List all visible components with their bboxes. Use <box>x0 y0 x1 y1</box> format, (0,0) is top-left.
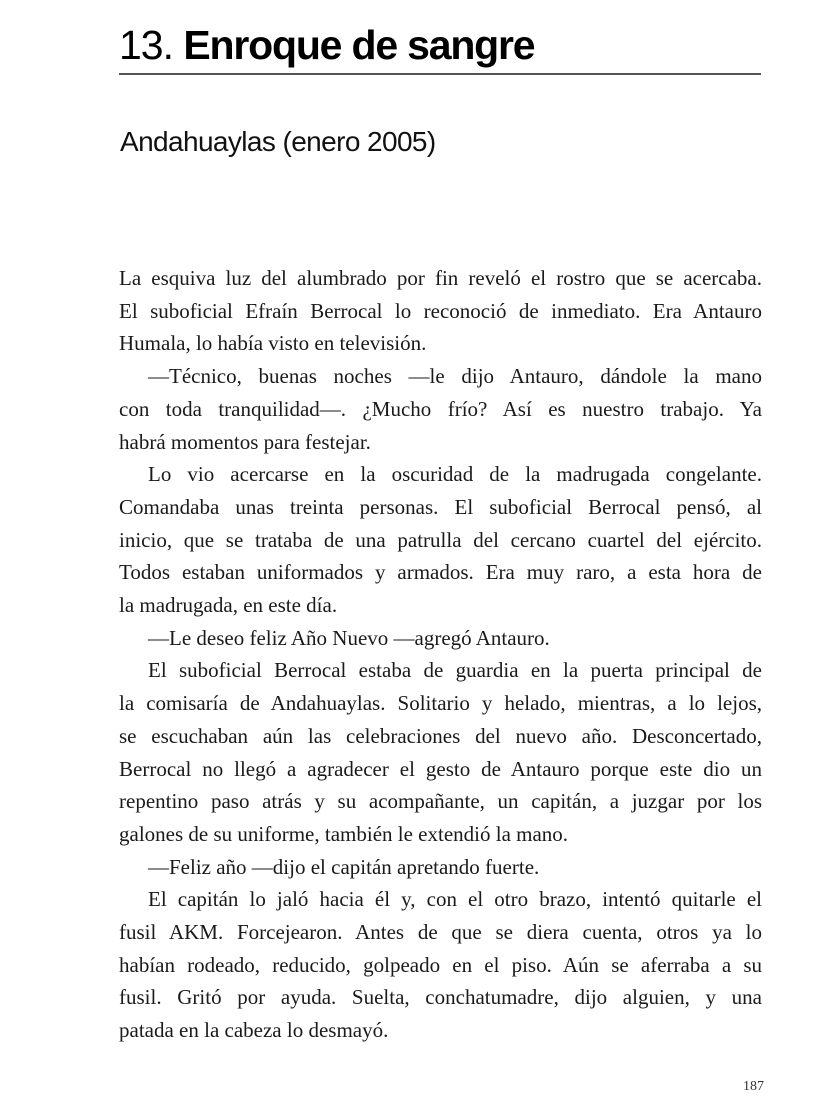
text-line: la madrugada, en este día. <box>119 593 338 618</box>
paragraph <box>119 622 762 655</box>
title-rule-divider <box>119 73 761 75</box>
text-line: inicio, que se trataba de una patrulla del cercano cuartel del ejército. <box>119 527 762 552</box>
text-line: El capitán lo jaló hacia él y, con el otro brazo, intentó quitarle el <box>148 887 762 912</box>
text-line: —Le deseo feliz Año Nuevo —agregó Antauro. <box>148 625 550 650</box>
text-line: galones de su uniforme, también le extendió la mano. <box>119 821 569 846</box>
text-line: Todos estaban uniformados y armados. Era muy raro, a esta hora de <box>119 560 762 585</box>
paragraph <box>119 262 762 360</box>
text-line: se escuchaban aún las celebraciones del nuevo año. Desconcertado, <box>119 723 762 748</box>
text-line: La esquiva luz del alumbrado por fin reveló el rostro que se acercaba. <box>119 266 762 290</box>
text-line: El suboficial Efraín Berrocal lo reconoció de inmediato. Era Antauro <box>119 298 762 323</box>
text-line: —Técnico, buenas noches —le dijo Antauro, dándole la mano <box>148 364 762 389</box>
text-line: fusil AKM. Forcejearon. Antes de que se diera cuenta, otros ya lo <box>119 920 762 945</box>
paragraph <box>119 851 762 884</box>
text-line: —Feliz año —dijo el capitán apretando fuerte. <box>148 854 540 879</box>
text-line: la comisaría de Andahuaylas. Solitario y helado, mientras, a lo lejos, <box>119 691 762 716</box>
paragraph <box>119 458 762 622</box>
text-line: Humala, lo había visto en televisión. <box>119 331 427 356</box>
chapter-title <box>119 18 764 72</box>
text-line: Comandaba unas treinta personas. El suboficial Berrocal pensó, al <box>119 494 762 519</box>
text-line: patada en la cabeza lo desmayó. <box>119 1018 389 1043</box>
text-line: habrá momentos para festejar. <box>119 429 371 454</box>
text-line: Lo vio acercarse en la oscuridad de la madrugada congelante. <box>148 462 762 487</box>
text-line: con toda tranquilidad—. ¿Mucho frío? Así es nuestro trabajo. Ya <box>119 396 762 421</box>
paragraph <box>119 883 762 1047</box>
page-number: 187 <box>743 1079 764 1094</box>
text-line: habían rodeado, reducido, golpeado en el piso. Aún se aferraba a su <box>119 952 762 977</box>
body-text <box>119 262 762 1047</box>
text-line: fusil. Gritó por ayuda. Suelta, conchatumadre, dijo alguien, y una <box>119 985 762 1010</box>
chapter-name: Enroque de sangre <box>183 22 535 68</box>
text-line: El suboficial Berrocal estaba de guardia en la puerta principal de <box>148 658 762 683</box>
text-line: Berrocal no llegó a agradecer el gesto de Antauro porque este dio un <box>119 756 762 781</box>
text-line: repentino paso atrás y su acompañante, un capitán, a juzgar por los <box>119 789 762 814</box>
chapter-number: 13. <box>119 22 173 68</box>
paragraph <box>119 654 762 850</box>
paragraph <box>119 360 762 458</box>
section-heading: Andahuaylas (enero 2005) <box>120 126 436 157</box>
